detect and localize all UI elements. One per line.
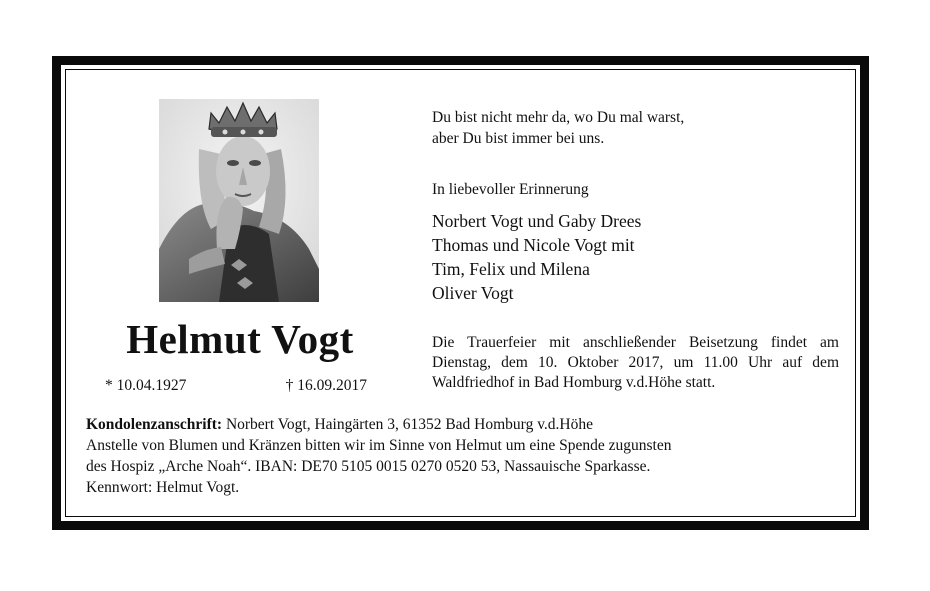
death-date: † 16.09.2017 [285,377,367,394]
deceased-name: Helmut Vogt [126,316,354,362]
family-line: Oliver Vogt [432,283,514,303]
funeral-info: Die Trauerfeier mit anschließender Beisetzung findet am Dienstag, dem 10. Oktober 2017, um 11.00 Uhr auf dem Waldfriedhof in Bad Homburg v.d.Höhe statt. [432,334,839,391]
condolence-label: Kondolenzanschrift: [86,416,223,433]
poem-line: Du bist nicht mehr da, wo Du mal warst, [432,109,685,126]
poem-line: aber Du bist immer bei uns. [432,130,605,147]
family-names [432,209,641,305]
donation-line: des Hospiz „Arche Noah“. IBAN: DE70 5105 0015 0270 0520 53, Nassauische Sparkasse. [86,458,651,475]
obituary-card [61,65,860,521]
crowned-statue-image [159,99,319,302]
birth-date: * 10.04.1927 [105,377,187,394]
condolence-line [86,414,826,435]
family-line: Tim, Felix und Milena [432,259,590,279]
memorial-poem [432,107,684,149]
remembrance-heading: In liebevoller Erinnerung [432,181,589,198]
condolence-section [86,414,826,498]
donation-line: Kennwort: Helmut Vogt. [86,479,240,496]
family-line: Norbert Vogt und Gaby Drees [432,211,642,231]
family-line: Thomas und Nicole Vogt mit [432,235,635,255]
obituary-frame [52,56,869,530]
donation-line: Anstelle von Blumen und Kränzen bitten wir im Sinne von Helmut um eine Spende zugunsten [86,437,672,454]
condolence-address: Norbert Vogt, Haingärten 3, 61352 Bad Homburg v.d.Höhe [222,416,594,433]
